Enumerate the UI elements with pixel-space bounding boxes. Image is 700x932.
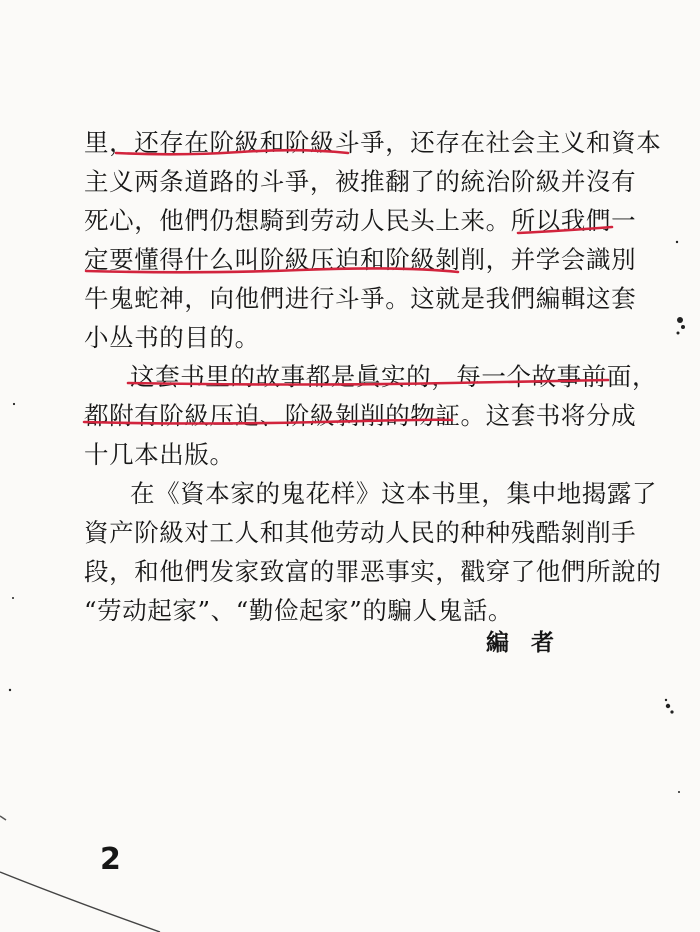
paragraph-1-line-3: 死心，他們仍想騎到劳动人民头上来。所以我們一 xyxy=(84,206,637,235)
paragraph-2-line-1: 这套书里的故事都是眞实的，每一个故事前面， xyxy=(130,362,658,391)
left-edge-mark xyxy=(0,816,6,820)
paragraph-1-line-4: 定要懂得什么叫阶級压迫和阶級剝削，并学会識別 xyxy=(84,245,637,274)
page-number: 2 xyxy=(100,842,121,877)
paragraph-1-line-2: 主义两条道路的斗爭，被推翻了的統治阶級并沒有 xyxy=(84,167,637,196)
author-signature: 編者 xyxy=(486,629,576,656)
paragraph-1-line-5: 牛鬼蛇神，向他們进行斗爭。这就是我們編輯这套 xyxy=(84,284,637,313)
paragraph-2-line-2: 都附有阶級压迫、阶級剝削的物証。这套书将分成 xyxy=(84,401,637,430)
paragraph-3-line-1: 在《資本家的鬼花样》这本书里，集中地揭露了 xyxy=(130,479,658,508)
paragraph-3-line-2: 資产阶級对工人和其他劳动人民的种种残酷剝削手 xyxy=(84,518,637,547)
paragraph-3-line-3: 段，和他們发家致富的罪恶事实，戳穿了他們所說的 xyxy=(84,557,662,586)
corner-scan-line xyxy=(0,872,160,932)
paragraph-1-line-1: 里，还存在阶級和阶級斗爭，还存在社会主义和資本 xyxy=(84,128,662,157)
paragraph-1-line-6: 小丛书的目的。 xyxy=(84,323,260,352)
paragraph-3-line-4: “劳动起家”、“勤俭起家”的騙人鬼話。 xyxy=(84,596,513,625)
paragraph-2-line-3: 十几本出版。 xyxy=(84,440,235,469)
